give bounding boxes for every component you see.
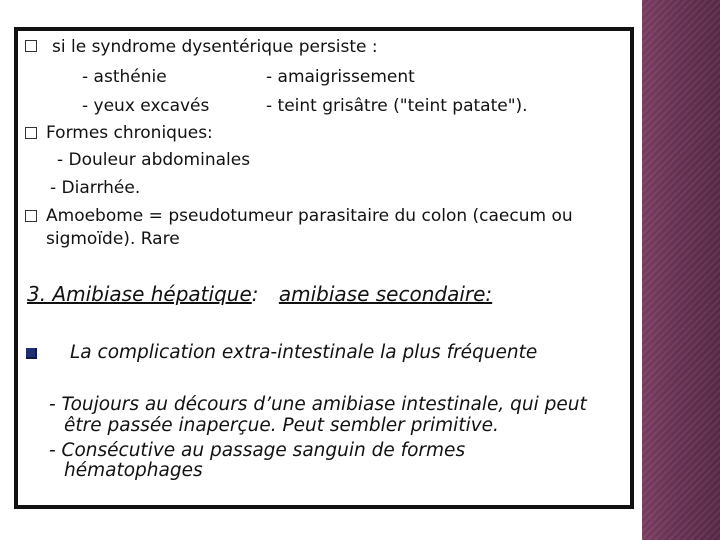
amoebome-term: Amoebome xyxy=(46,206,144,226)
checkbox-bullet-icon xyxy=(25,40,37,52)
item-yeux-excaves: - yeux excavés xyxy=(82,96,210,116)
syndrome-line: si le syndrome dysentérique persiste : xyxy=(52,37,378,57)
amoebome-definition: = pseudotumeur parasitaire du colon (caecum ou xyxy=(148,206,573,226)
decorative-side-band xyxy=(642,0,720,540)
checkbox-bullet-icon xyxy=(25,127,37,139)
consecutive-line-2: hématophages xyxy=(64,460,203,481)
item-asthenie: - asthénie xyxy=(82,67,167,87)
amoebome-line-2: sigmoïde). Rare xyxy=(46,229,180,249)
item-teint-grisatre: - teint grisâtre ("teint patate"). xyxy=(266,96,528,116)
checkbox-bullet-icon xyxy=(25,210,37,222)
heading-amibiase-hepatique: 3. Amibiase hépatique xyxy=(27,282,252,306)
heading-amibiase-secondaire: amibiase secondaire: xyxy=(278,282,493,306)
item-amaigrissement: - amaigrissement xyxy=(266,67,415,87)
heading-colon: : xyxy=(251,282,259,306)
diarrhee-item: - Diarrhée. xyxy=(50,178,141,198)
douleur-abdominales-item: - Douleur abdominales xyxy=(57,150,251,170)
toujours-line-2: être passée inaperçue. Peut sembler primitive. xyxy=(64,415,499,436)
toujours-line-1: - Toujours au décours d’une amibiase intestinale, qui peut xyxy=(49,394,587,415)
section-heading xyxy=(27,282,492,306)
consecutive-line-1: - Consécutive au passage sanguin de formes xyxy=(49,440,466,461)
q-bullet-icon xyxy=(26,348,37,359)
formes-chroniques-line: Formes chroniques: xyxy=(46,123,213,143)
amoebome-line xyxy=(46,206,573,226)
complication-line: La complication extra-intestinale la plus fréquente xyxy=(70,342,538,363)
